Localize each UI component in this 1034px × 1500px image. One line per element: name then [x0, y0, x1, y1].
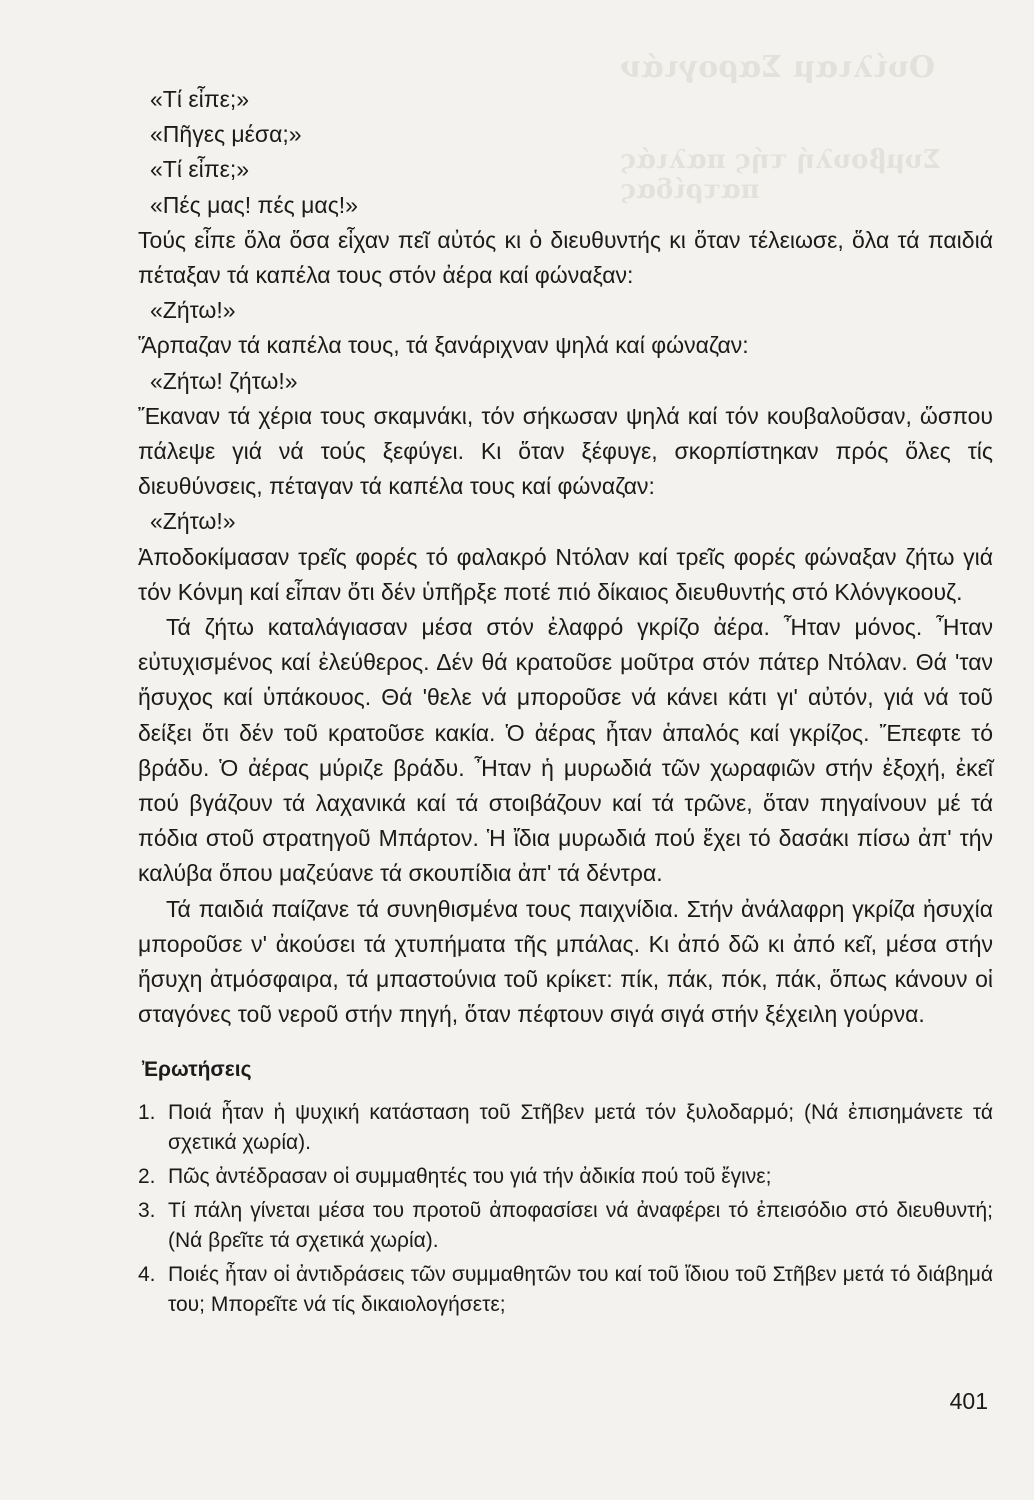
question-text: Τί πάλη γίνεται μέσα του προτοῦ ἀποφασίσει νά ἀναφέρει τό ἐπεισόδιο στό διευθυντή; (Νά βρεῖτε τά σχετικά χωρία). — [168, 1198, 993, 1252]
question-number: 4. — [138, 1262, 156, 1286]
dialogue-line: «Ζήτω!» — [150, 297, 236, 324]
question-number: 1. — [138, 1100, 156, 1124]
question-item — [138, 1260, 993, 1320]
question-text: Ποιές ἦταν οἱ ἀντιδράσεις τῶν συμμαθητῶν του καί τοῦ ἴδιου τοῦ Στῆβεν μετά τό διάβημά του; Μπορεῖτε νά τίς δικαιολογήσετε; — [168, 1262, 993, 1316]
dialogue-line: «Πές μας! πές μας!» — [150, 191, 358, 218]
bleed-title: Ουίλιαμ Σαρογιάν — [620, 50, 935, 85]
dialogue-line: «Πῆγες μέσα;» — [150, 121, 302, 148]
dialogue-line: «Ζήτω! ζήτω!» — [150, 367, 298, 394]
dialogue-line: «Ζήτω!» — [150, 508, 236, 535]
paragraph: Τά παιδιά παίζανε τά συνηθισμένα τους παιχνίδια. Στήν ἀνάλαφρη γκρίζα ἡσυχία μποροῦσε ν' ἀκούσει τά χτυπήματα τῆς μπάλας. Κι ἀπό δῶ κι ἀπό κεῖ, μέσα στήν ἥσυχη ἀτμόσφαιρα, τά μπαστούνια τοῦ κρίκετ: πίκ, πάκ, πόκ, πάκ, ὅπως κάνουν οἱ σταγόνες τοῦ νεροῦ στήν πηγή, ὅταν πέφτουν σιγά σιγά στήν ξέχειλη γούρνα. — [138, 895, 993, 1028]
question-text: Πῶς ἀντέδρασαν οἱ συμμαθητές του γιά τήν ἀδικία πού τοῦ ἔγινε; — [168, 1164, 772, 1188]
paragraph: Ἅρπαζαν τά καπέλα τους, τά ξανάριχναν ψηλά καί φώναζαν: — [138, 332, 749, 359]
question-text: Ποιά ἦταν ἡ ψυχική κατάσταση τοῦ Στῆβεν μετά τόν ξυλοδαρμό; (Νά ἐπισημάνετε τά σχετικά χωρία). — [168, 1100, 993, 1154]
dialogue-line: «Τί εἶπε;» — [150, 156, 250, 183]
dialogue-line: «Τί εἶπε;» — [150, 86, 250, 112]
questions-list — [138, 1098, 993, 1320]
paragraph: Τά ζήτω καταλάγιασαν μέσα στόν ἐλαφρό γκρίζο ἀέρα. Ἦταν μόνος. Ἦταν εὐτυχισμένος καί ἐλεύθερος. Δέν θά κρατοῦσε μοῦτρα στόν πάτερ Ντόλαν. Θά 'ταν ἥσυχος καί ὑπάκουος. Θά 'θελε νά μποροῦσε νά κάνει κάτι γι' αὐτόν, γιά νά τοῦ δείξει ὅτι δέν τοῦ κρατοῦσε κακία. Ὁ ἀέρας ἦταν ἁπαλός καί γκρίζος. Ἔπεφτε τό βράδυ. Ὁ ἀέρας μύριζε βράδυ. Ἦταν ἡ μυρωδιά τῶν χωραφιῶν στήν ἐξοχή, ἐκεῖ πού βγάζουν τά λαχανικά καί τά στοιβάζουν καί τά τρῶνε, ὅταν πηγαίνουν μέ τά πόδια στοῦ στρατηγοῦ Μπάρτον. Ἡ ἴδια μυρωδιά πού ἔχει τό δασάκι πίσω ἀπ' τήν καλύβα ὅπου μαζεύανε τά σκουπίδια ἀπ' τά δέντρα. — [138, 614, 993, 887]
bleed-subtitle: Συμβουλή τής παλιάς πατρίδας — [620, 145, 942, 205]
paragraph: Τούς εἶπε ὅλα ὅσα εἶχαν πεῖ αὐτός κι ὁ διευθυντής κι ὅταν τέλειωσε, ὅλα τά παιδιά πέταξαν τά καπέλα τους στόν ἀέρα καί φώναξαν: — [138, 226, 993, 289]
page-number: 401 — [949, 1388, 988, 1414]
question-number: 3. — [138, 1198, 156, 1222]
questions-heading: Ἐρωτήσεις — [142, 1058, 252, 1082]
paragraph: Ἀποδοκίμασαν τρεῖς φορές τό φαλακρό Ντόλαν καί τρεῖς φορές φώναξαν ζήτω γιά τόν Κόνμη καί εἶπαν ὅτι δέν ὑπῆρξε ποτέ πιό δίκαιος διευθυντής στό Κλόνγκοουζ. — [138, 543, 993, 605]
paragraph: Ἔκαναν τά χέρια τους σκαμνάκι, τόν σήκωσαν ψηλά καί τόν κουβαλοῦσαν, ὥσπου πάλεψε γιά νά τούς ξεφύγει. Κι ὅταν ξέφυγε, σκορπίστηκαν πρός ὅλες τίς διευθύνσεις, πέταγαν τά καπέλα τους καί φώναζαν: — [138, 402, 993, 500]
question-item — [138, 1162, 993, 1192]
question-item — [138, 1196, 993, 1256]
question-item — [138, 1098, 993, 1158]
question-number: 2. — [138, 1164, 156, 1188]
main-text — [138, 82, 993, 1324]
